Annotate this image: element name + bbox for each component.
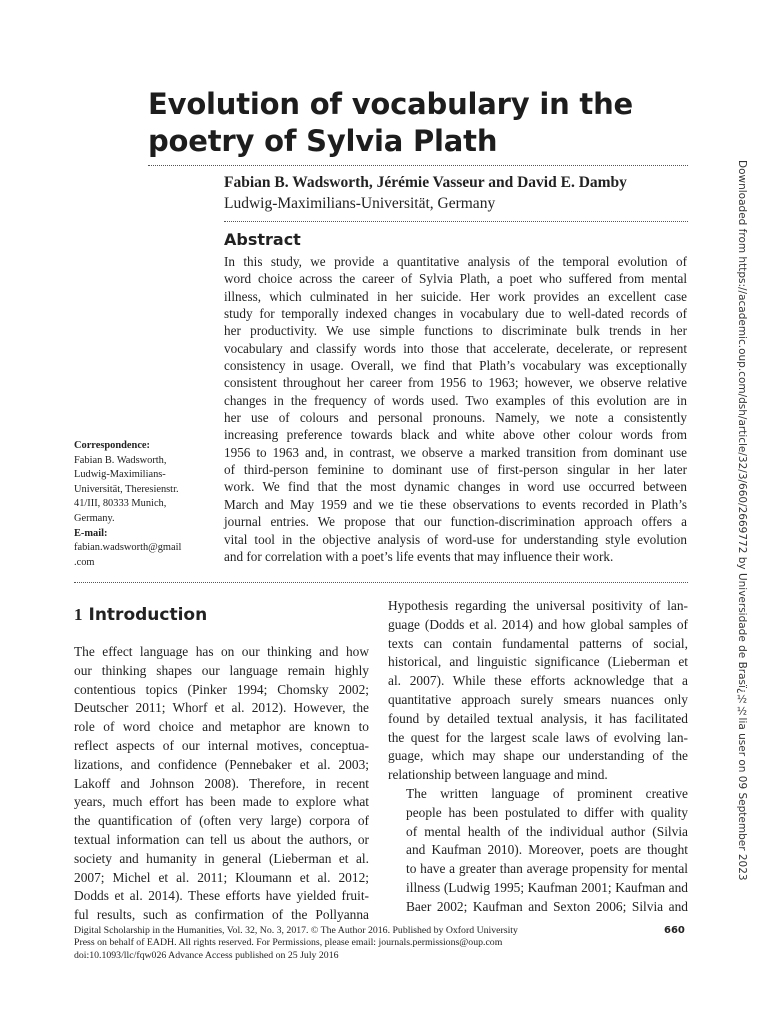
abstract-line: word choice across the career of Sylvia Plath, a poet who suffered from mental xyxy=(224,271,687,287)
body-text-line: guage (Dodds et al. 2014) and how global samples of xyxy=(388,616,688,632)
abstract-text xyxy=(224,253,687,565)
correspondence-address-line: Germany. xyxy=(74,512,115,524)
body-text-line: ful results, such as confirmation of the Pollyanna xyxy=(74,907,369,923)
abstract-line: her use of colours and personal pronouns. Namely, we note a consistently xyxy=(224,410,687,426)
download-watermark: Downloaded from https://academic.oup.com/dsh/article/32/3/660/2669772 by Universidade de Brasï¿½½lia user on 09 September 2023 xyxy=(736,160,748,881)
abstract-line: work. We find that the most dynamic changes in word use occurred between xyxy=(224,479,687,495)
abstract-heading: Abstract xyxy=(224,230,301,249)
abstract-line: increasing preference towards black and white above other colour words from xyxy=(224,427,687,443)
correspondence-block xyxy=(74,439,204,570)
body-text-line: the quest for the largest scale laws of evolving lan- xyxy=(388,729,688,745)
abstract-line: consistent throughout her career from 1956 to 1963; however, we observe relative xyxy=(224,375,687,391)
abstract-line: of third-person feminine to dominant use of first-person singular in her later xyxy=(224,462,687,478)
body-text-line: years, much effort has been made to explore what xyxy=(74,794,369,810)
correspondence-address xyxy=(74,454,204,527)
body-text-line: of mental health of the individual author (Silvia xyxy=(406,823,688,839)
body-text-line: reflect aspects of our internal motives, conceptua- xyxy=(74,737,369,753)
correspondence-email[interactable] xyxy=(74,541,204,570)
introduction-left-column xyxy=(74,643,369,925)
section-title: Introduction xyxy=(88,605,208,625)
abstract-line: March and May 1959 and we tie these observations to events recorded in Plath’s xyxy=(224,496,687,512)
article-title xyxy=(148,86,708,160)
body-text-line: and Kaufman 2010). Moreover, poets are thought xyxy=(406,842,688,858)
body-text-line: lizations, and confidence (Pennebaker et al. 2003; xyxy=(74,756,369,772)
introduction-right-column xyxy=(388,597,688,917)
body-text-line: the quantification of (often very large) corpora of xyxy=(74,813,369,829)
footer-citation-line-1: Digital Scholarship in the Humanities, Vol. 32, No. 3, 2017. © The Author 2016. Published by Oxford University xyxy=(74,925,518,936)
page-number: 660 xyxy=(664,925,685,936)
abstract-line: vital tool in the objective analysis of word-use for understanding style evolution xyxy=(224,531,687,547)
abstract-line: In this study, we provide a quantitative analysis of the temporal evolution of xyxy=(224,254,687,269)
body-text-line: The written language of prominent creative xyxy=(406,785,688,801)
abstract-line: vocabulary and classify words into those that accelerate, decelerate, or represent xyxy=(224,340,687,356)
title-line-1: Evolution of vocabulary in the xyxy=(148,87,633,121)
section-number: 1 xyxy=(74,605,83,624)
body-text-line: our thinking shapes our language remain highly xyxy=(74,662,369,678)
body-text-line: texts can contain fundamental patterns of social, xyxy=(388,635,688,651)
abstract-line: journal entries. We propose that our function-discrimination approach offers a xyxy=(224,514,687,530)
body-text-line: guage, which may shape our understanding of the xyxy=(388,748,688,764)
body-text-line: al. 2007). While these efforts acknowledge that a xyxy=(388,673,688,689)
authors-divider xyxy=(224,221,688,222)
title-divider xyxy=(148,165,688,166)
body-text-line: role of word choice and metaphor are known to xyxy=(74,719,369,735)
body-text-line: The effect language has on our thinking and how xyxy=(74,644,369,659)
body-text-line: contentious topics (Pinker 1994; Chomsky 2002; xyxy=(74,681,369,697)
abstract-line: study for temporally indexed changes in vocabulary due to well-dated records of xyxy=(224,306,687,322)
footer-citation-line-2: Press on behalf of EADH. All rights reserved. For Permissions, please email: journals.permissions@oup.com xyxy=(74,937,503,949)
introduction-paragraph-continued xyxy=(388,597,688,785)
body-text-line: illness (Ludwig 1995; Kaufman 2001; Kaufman and xyxy=(406,879,688,895)
body-text-line: Deutscher 2011; Whorf et al. 2012). However, the xyxy=(74,700,369,716)
body-text-line: textual information can tell us about the authors, or xyxy=(74,831,369,847)
body-text-line: 2007; Michel et al. 2011; Kloumann et al. 2012; xyxy=(74,869,369,885)
body-text-line: relationship between language and mind. xyxy=(388,767,608,783)
body-text-line: historical, and linguistic significance (Lieberman et xyxy=(388,654,688,670)
correspondence-address-line: 41/III, 80333 Munich, xyxy=(74,498,167,510)
body-text-line: society and humanity in general (Lieberman et al. xyxy=(74,850,369,866)
body-text-line: people has been postulated to differ with quality xyxy=(406,804,688,820)
section-heading-introduction xyxy=(74,604,207,626)
abstract-divider xyxy=(74,582,688,583)
body-text-line: quantitative approach surely smears nuances only xyxy=(388,691,688,707)
author-list: Fabian B. Wadsworth, Jérémie Vasseur and David E. Damby xyxy=(224,174,627,191)
journal-footer xyxy=(74,925,614,962)
body-text-line: Baer 2002; Kaufman and Sexton 2006; Silvia and xyxy=(406,898,688,914)
correspondence-address-line: Universität, Theresienstr. xyxy=(74,483,179,495)
abstract-line: her productivity. We use simple functions to discriminate bulk trends in her xyxy=(224,323,687,339)
email-label: E-mail: xyxy=(74,527,108,539)
body-text-line: to have a greater than average propensity for mental xyxy=(406,861,688,877)
email-link-line[interactable]: .com xyxy=(74,556,95,568)
email-link-line[interactable]: fabian.wadsworth@gmail xyxy=(74,542,182,554)
author-affiliation: Ludwig-Maximilians-Universität, Germany xyxy=(224,195,496,212)
abstract-line: illness, which culminated in her suicide. Her work provides an excellent case xyxy=(224,288,687,304)
body-text-line: Hypothesis regarding the universal positivity of lan- xyxy=(388,598,688,613)
footer-doi-line: doi:10.1093/llc/fqw026 Advance Access published on 25 July 2016 xyxy=(74,949,339,961)
body-text-line: Lakoff and Johnson 2008). Therefore, in recent xyxy=(74,775,369,791)
abstract-line: changes in the frequency of words used. Two examples of this evolution are in xyxy=(224,392,687,408)
title-line-2: poetry of Sylvia Plath xyxy=(148,124,498,158)
abstract-line: and for correlation with a poet’s life events that may influence their work. xyxy=(224,548,614,564)
abstract-line: 1956 to 1963 and, in contrast, we observe a marked transition from dominant use xyxy=(224,444,687,460)
correspondence-label: Correspondence: xyxy=(74,440,150,451)
introduction-paragraph-2 xyxy=(388,785,688,917)
correspondence-address-line: Ludwig-Maximilians- xyxy=(74,469,166,481)
abstract-line: consistency in usage. Overall, we find that Plath’s vocabulary was exceptionally xyxy=(224,358,687,374)
body-text-line: found by detailed textual analysis, it has facilitated xyxy=(388,710,688,726)
body-text-line: Dodds et al. 2014). These efforts have yielded fruit- xyxy=(74,888,369,904)
correspondence-address-line: Fabian B. Wadsworth, xyxy=(74,454,167,466)
